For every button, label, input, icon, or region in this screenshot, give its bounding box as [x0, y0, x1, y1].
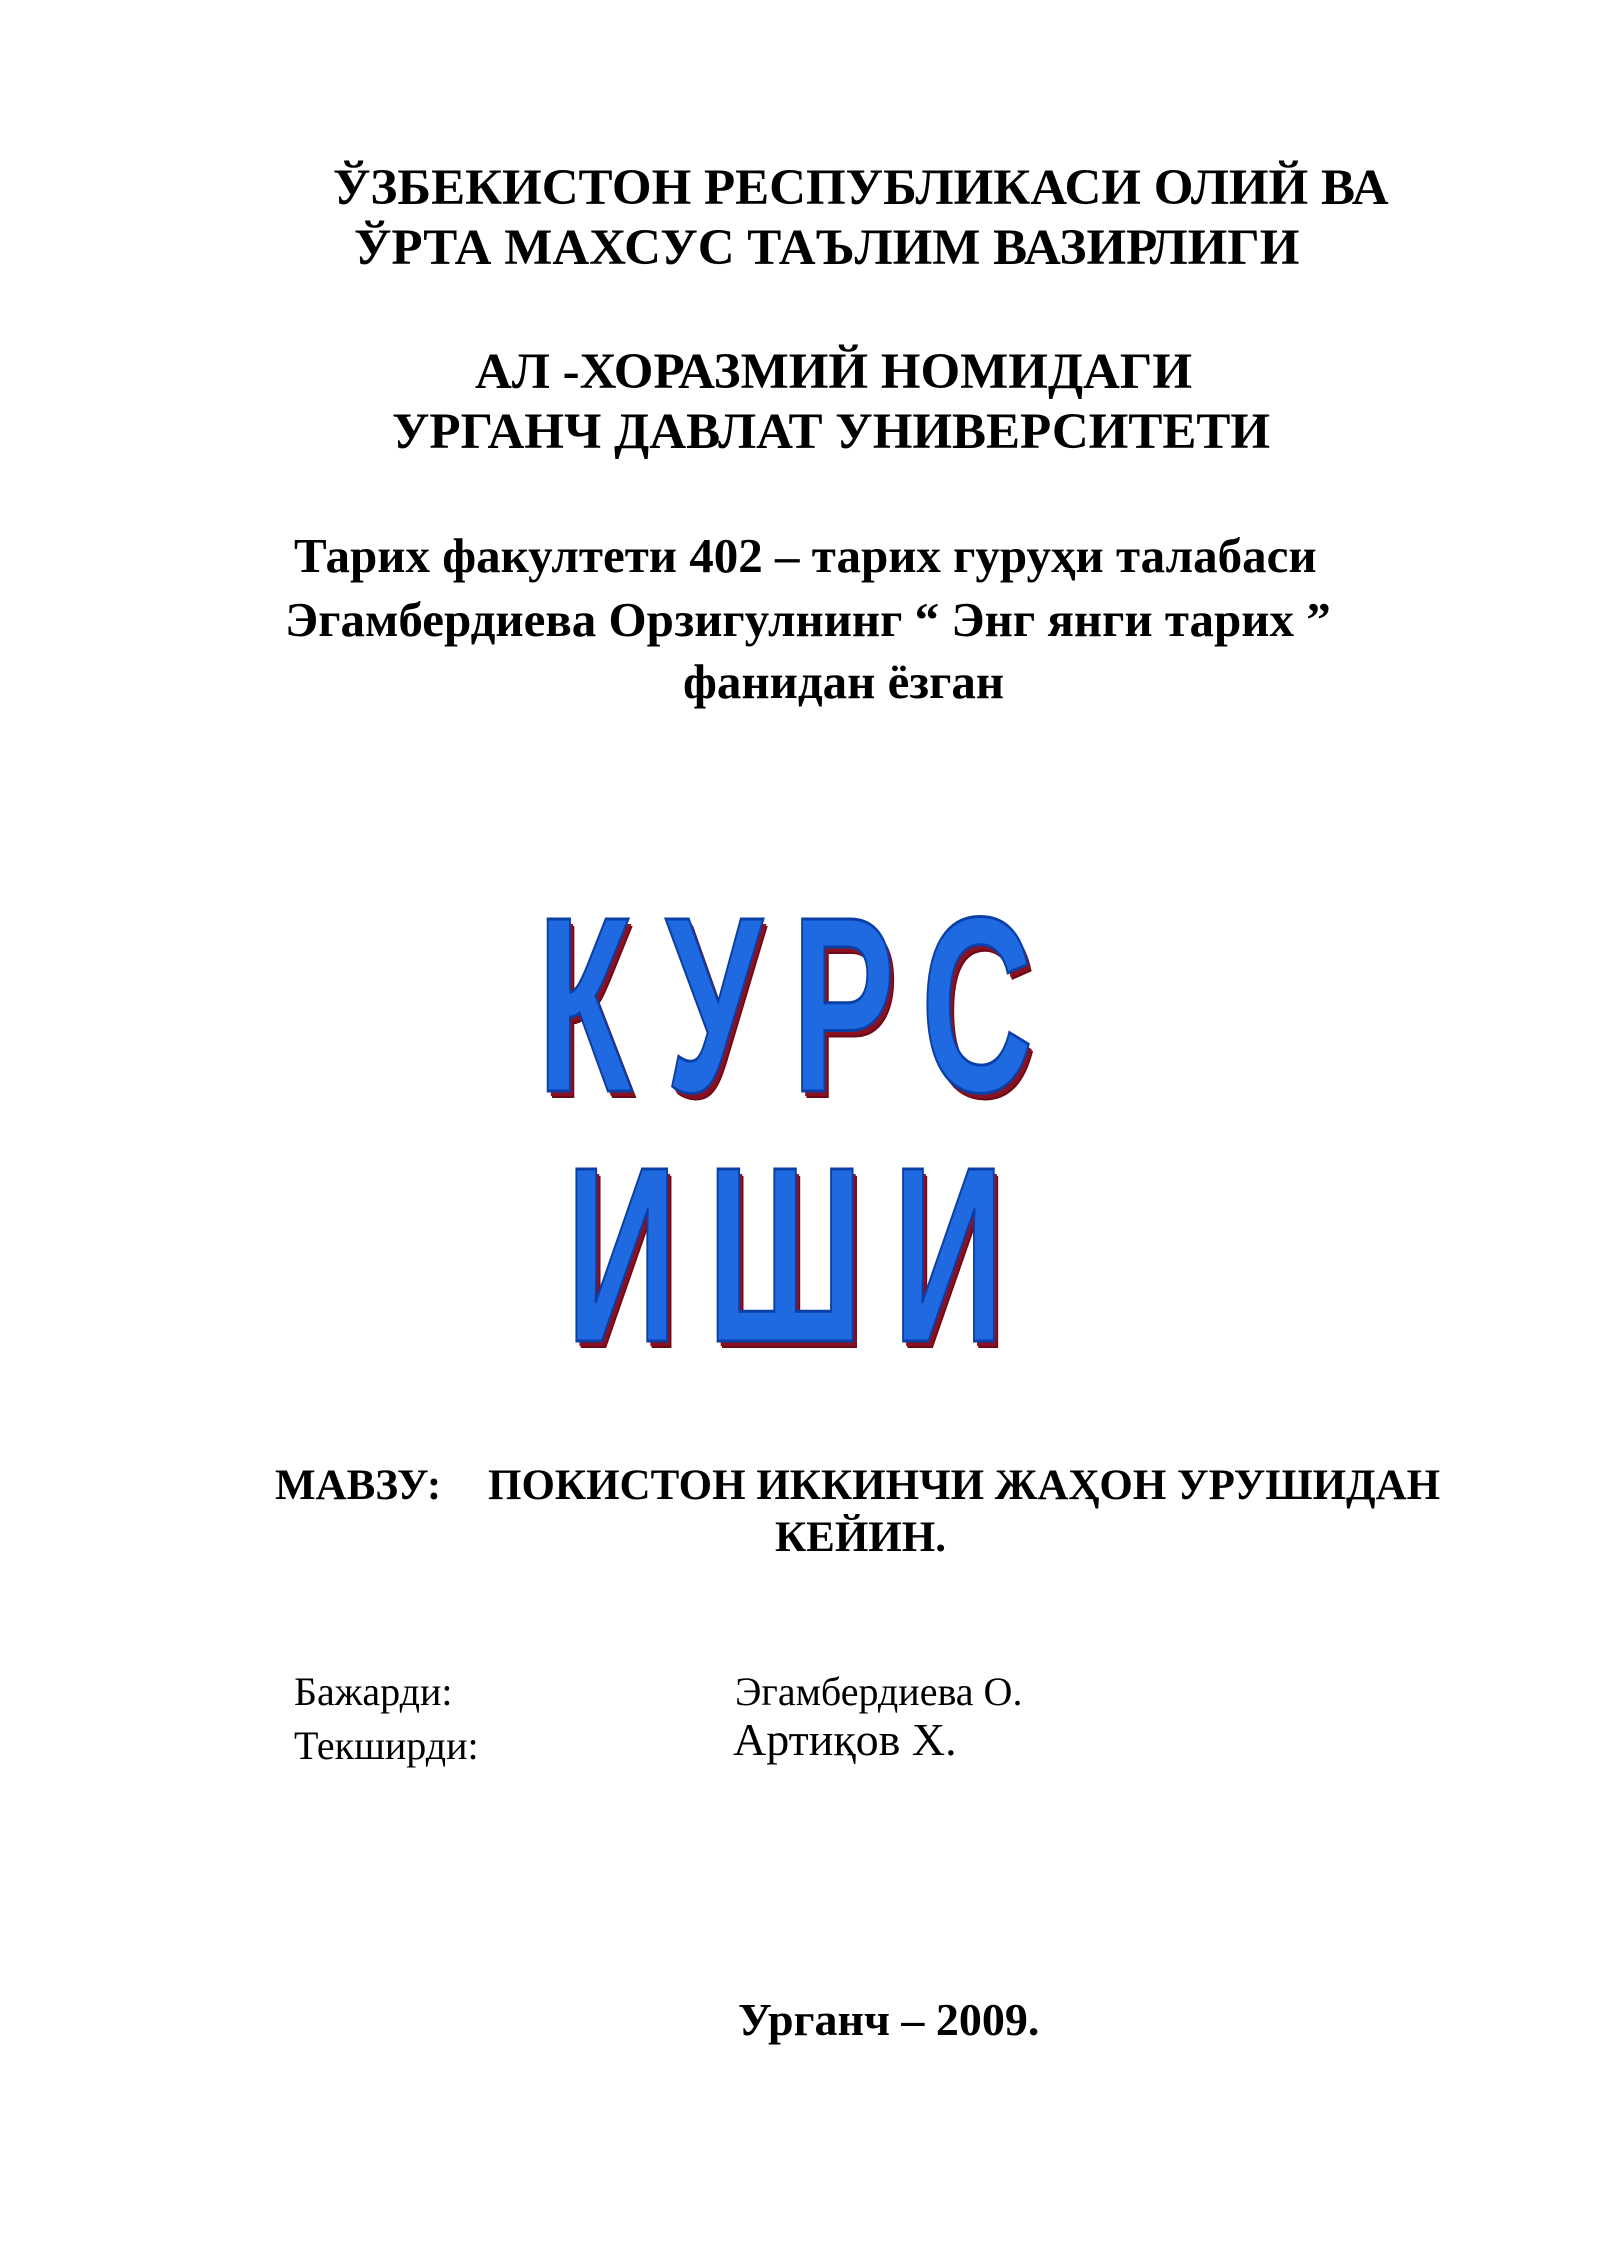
work-title-block	[0, 865, 1600, 1394]
student-info-line-3: фанидан ёзган	[683, 654, 1005, 709]
checked-name: Артиқов Х.	[733, 1714, 957, 1765]
topic-line-2: КЕЙИН.	[775, 1514, 946, 1561]
topic-line-1: ПОКИСТОН ИККИНЧИ ЖАҲОН УРУШИДАН	[488, 1462, 1441, 1509]
checked-label: Текширди:	[294, 1723, 479, 1768]
performed-label: Бажарди:	[294, 1669, 453, 1714]
student-info-line-2: Эгамбердиева Орзигулнинг “ Энг янги тарих ”	[285, 592, 1331, 647]
ministry-line-1: ЎЗБЕКИСТОН РЕСПУБЛИКАСИ ОЛИЙ ВА	[333, 160, 1389, 216]
city-year: Урганч – 2009.	[738, 1994, 1040, 2045]
work-title: КУРС ИШИ	[537, 865, 1063, 1394]
topic-label: МАВЗУ:	[275, 1462, 442, 1509]
ministry-line-2: ЎРТА МАХСУС ТАЪЛИМ ВАЗИРЛИГИ	[354, 220, 1300, 276]
university-line-2: УРГАНЧ ДАВЛАТ УНИВЕРСИТЕТИ	[392, 404, 1271, 460]
university-line-1: АЛ -ХОРАЗМИЙ НОМИДАГИ	[475, 344, 1192, 400]
student-info-line-1: Тарих факултети 402 – тарих гуруҳи талабаси	[294, 528, 1317, 583]
performed-name: Эгамбердиева О.	[735, 1669, 1023, 1714]
